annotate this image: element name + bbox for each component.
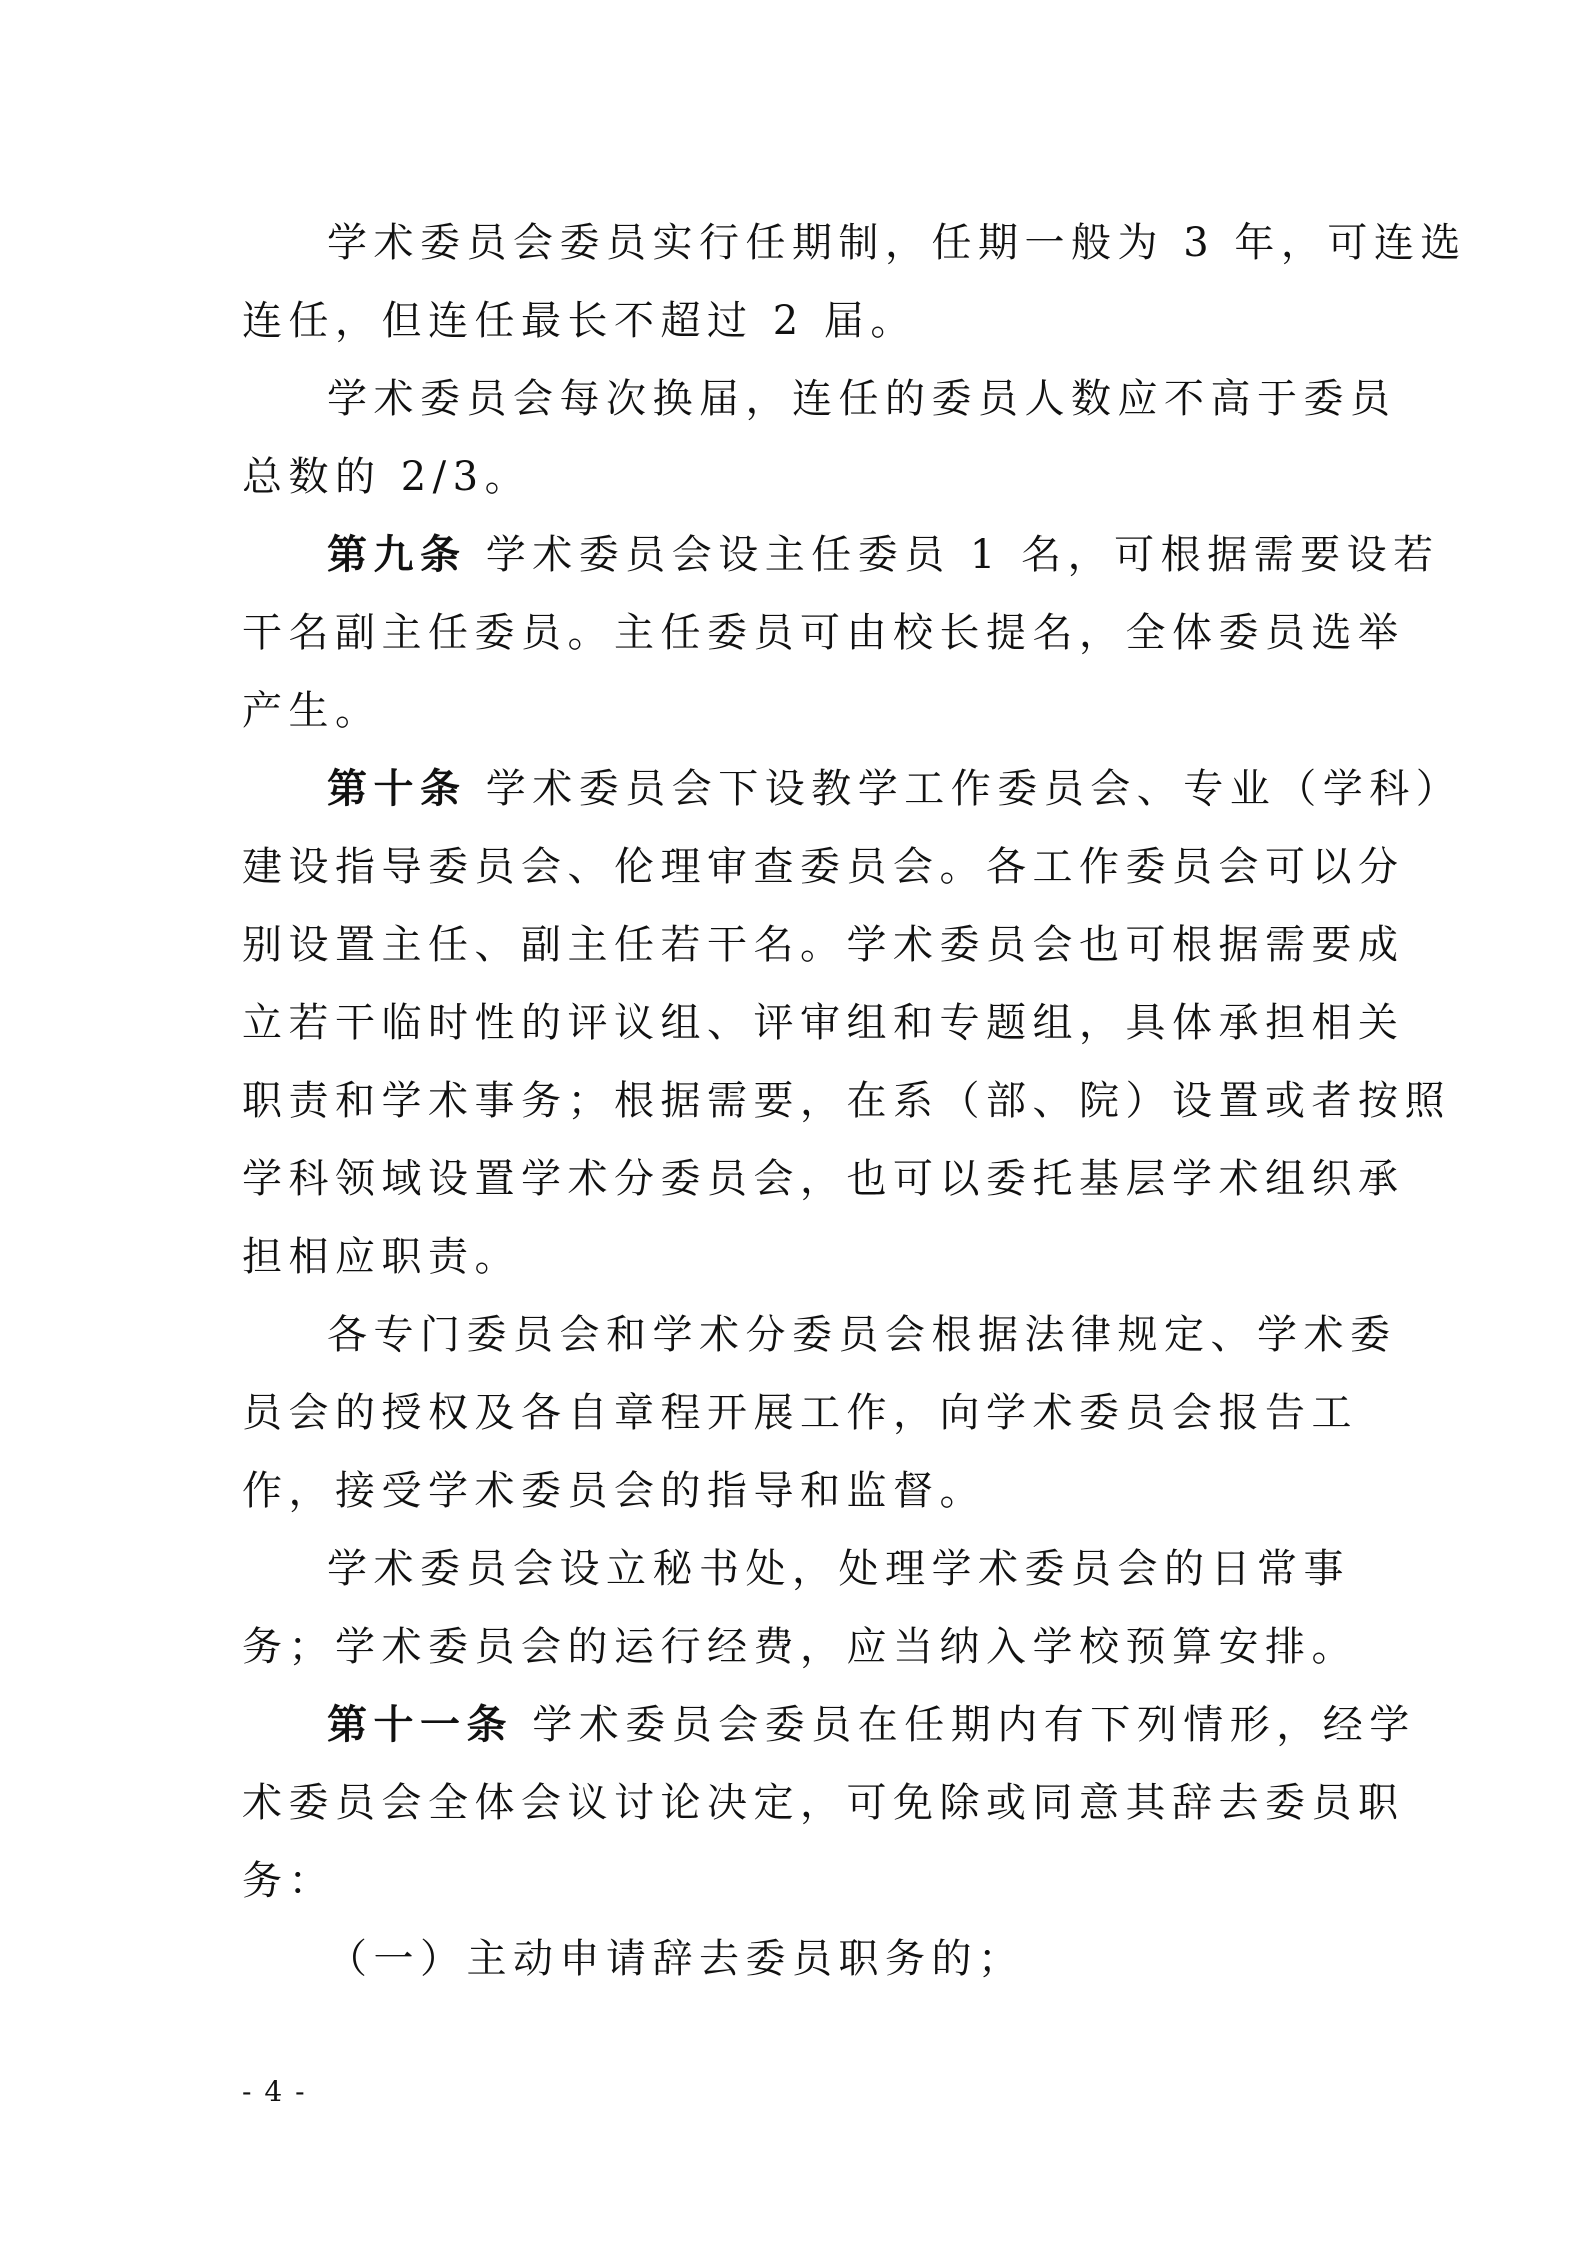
text-line: 作，接受学术委员会的指导和监督。	[242, 1468, 986, 1514]
text-line: 学术委员会每次换届，连任的委员人数应不高于委员	[327, 376, 1397, 422]
text-line: 职责和学术事务；根据需要，在系（部、院）设置或者按照	[242, 1078, 1451, 1124]
article-text: 学术委员会委员在任期内有下列情形，经学	[513, 1702, 1416, 1748]
article-heading: 第九条	[327, 531, 467, 578]
text-line: 务：	[242, 1858, 335, 1904]
article-10-line	[327, 764, 1462, 814]
text-line: 别设置主任、副主任若干名。学术委员会也可根据需要成	[242, 922, 1405, 968]
article-9-line	[327, 530, 1440, 580]
text-line: 建设指导委员会、伦理审查委员会。各工作委员会可以分	[242, 844, 1405, 890]
text-line: 干名副主任委员。主任委员可由校长提名，全体委员选举	[242, 610, 1405, 656]
text-line: 立若干临时性的评议组、评审组和专题组，具体承担相关	[242, 1000, 1405, 1046]
text-line: 员会的授权及各自章程开展工作，向学术委员会报告工	[242, 1390, 1358, 1436]
article-heading: 第十条	[327, 765, 467, 812]
text-line: 务；学术委员会的运行经费，应当纳入学校预算安排。	[242, 1624, 1358, 1670]
text-line: 学术委员会委员实行任期制，任期一般为 3 年，可连选	[327, 220, 1467, 266]
text-line: 学科领域设置学术分委员会，也可以委托基层学术组织承	[242, 1156, 1405, 1202]
text-line: 连任，但连任最长不超过 2 届。	[242, 298, 917, 344]
list-item: （一）主动申请辞去委员职务的；	[327, 1936, 1025, 1982]
text-line: 产生。	[242, 688, 382, 734]
text-line: 担相应职责。	[242, 1234, 521, 1280]
text-line: 术委员会全体会议讨论决定，可免除或同意其辞去委员职	[242, 1780, 1405, 1826]
text-line: 总数的 2/3。	[242, 454, 532, 500]
page-number: - 4 -	[242, 2075, 307, 2108]
article-heading: 第十一条	[327, 1701, 513, 1748]
text-line: 各专门委员会和学术分委员会根据法律规定、学术委	[327, 1312, 1397, 1358]
text-line: 学术委员会设立秘书处，处理学术委员会的日常事	[327, 1546, 1350, 1592]
article-11-line	[327, 1700, 1416, 1750]
article-text: 学术委员会下设教学工作委员会、专业（学科）	[466, 766, 1463, 812]
article-text: 学术委员会设主任委员 1 名，可根据需要设若	[466, 532, 1440, 578]
